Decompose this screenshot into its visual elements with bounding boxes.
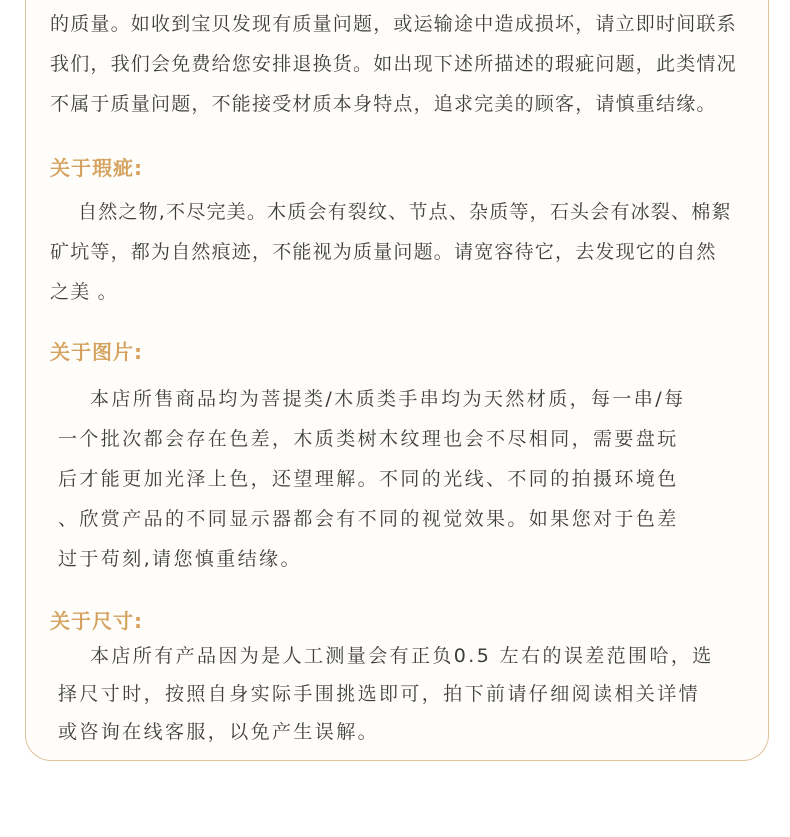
intro-line-2: 我们，我们会免费给您安排退换货。如出现下述所描述的瑕疵问题，此类情况 [50, 53, 737, 75]
intro-line-3: 不属于质量问题，不能接受材质本身特点，追求完美的顾客，请慎重结缘。 [50, 93, 717, 115]
size-heading: 关于尺寸: [50, 609, 143, 633]
images-heading: 关于图片: [50, 340, 143, 364]
flaws-line-2: 矿坑等，都为自然痕迹，不能视为质量问题。请宽容待它，去发现它的自然 [50, 241, 717, 263]
images-line-2: 一个批次都会存在色差，木质类树木纹理也会不尽相同，需要盘玩 [58, 428, 679, 450]
intro-line-1: 的质量。如收到宝贝发现有质量问题，或运输途中造成损坏，请立即时间联系 [50, 13, 737, 35]
flaws-line-3: 之美 。 [50, 281, 118, 303]
images-line-3: 后才能更加光泽上色，还望理解。不同的光线、不同的拍摄环境色 [58, 468, 679, 490]
images-line-4: 、欣赏产品的不同显示器都会有不同的视觉效果。如果您对于色差 [58, 508, 679, 530]
images-line-1: 本店所售商品均为菩提类/木质类手串均为天然材质，每一串/每 [90, 388, 686, 410]
size-line-2: 择尺寸时，按照自身实际手围挑选即可，拍下前请仔细阅读相关详情 [58, 683, 701, 705]
flaws-line-1: 自然之物,不尽完美。木质会有裂纹、节点、杂质等，石头会有冰裂、棉絮 [78, 201, 732, 223]
images-line-5: 过于苟刻,请您慎重结缘。 [58, 548, 302, 570]
flaws-heading: 关于瑕疵: [50, 156, 143, 180]
size-line-3: 或咨询在线客服，以免产生误解。 [58, 721, 380, 743]
size-line-1: 本店所有产品因为是人工测量会有正负0.5 左右的误差范围哈，选 [90, 645, 714, 667]
